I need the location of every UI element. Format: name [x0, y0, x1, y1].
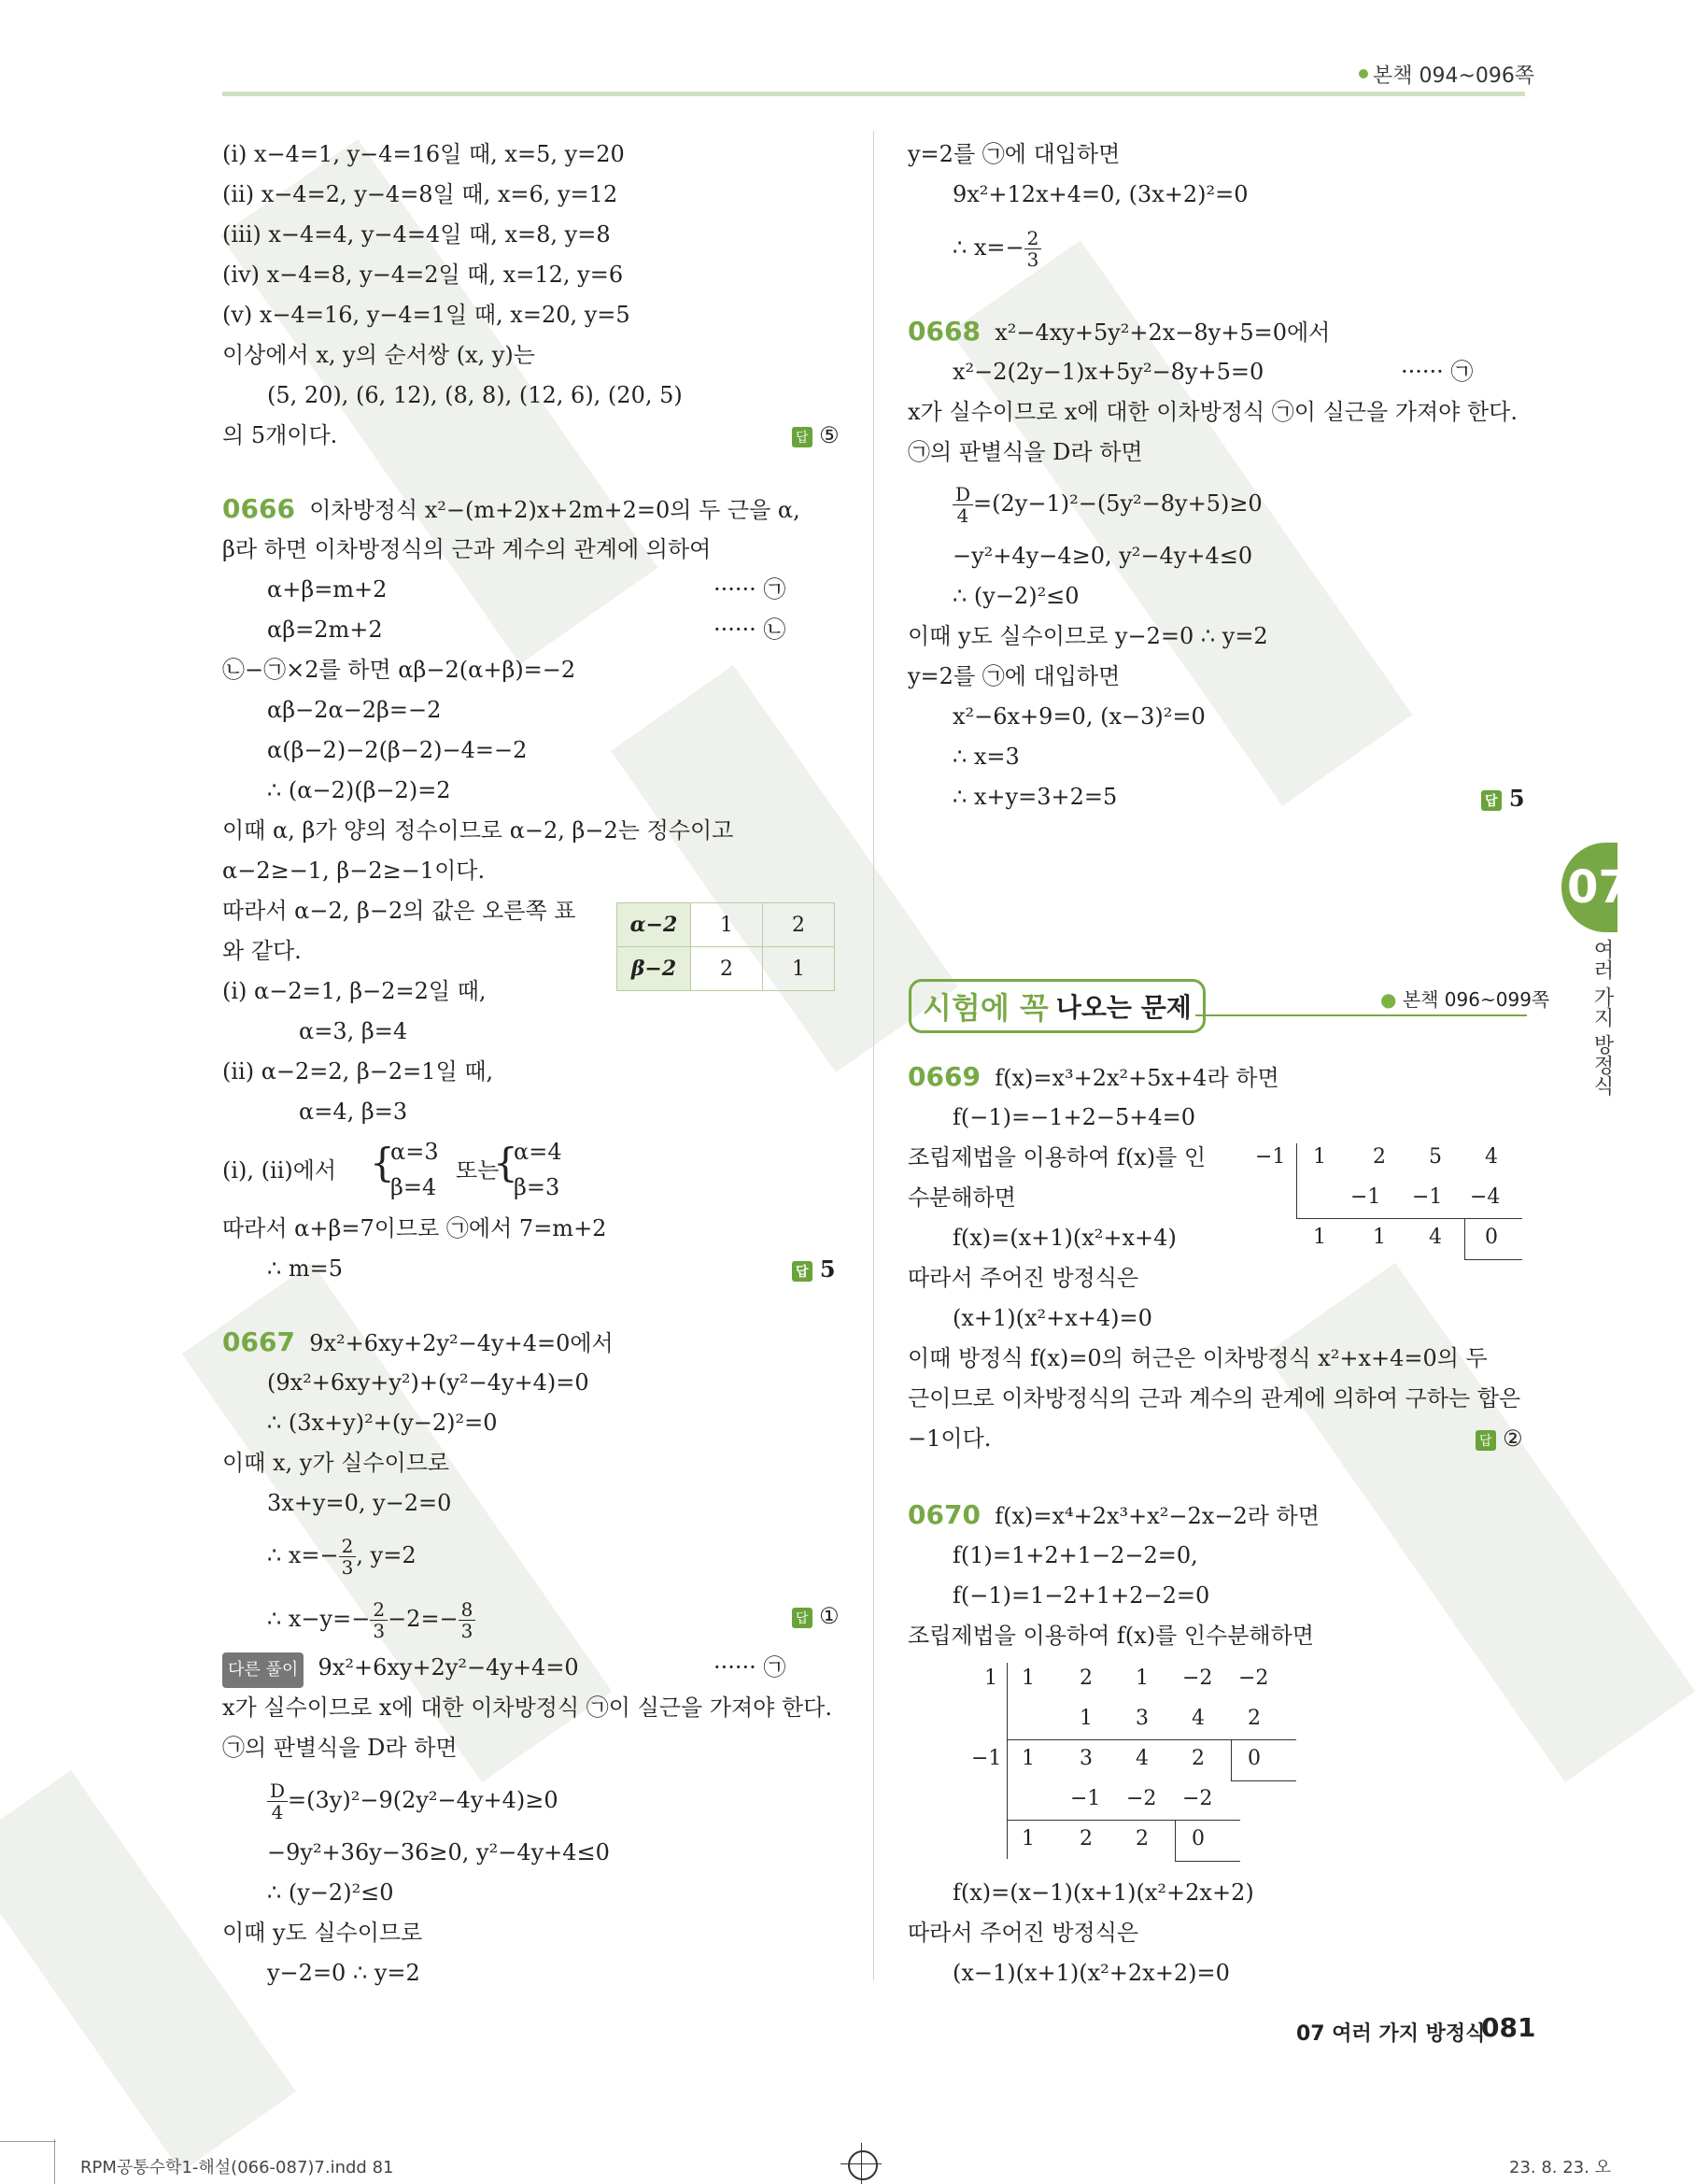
coef: 2: [1192, 1747, 1205, 1770]
text-line: α+β=m+2: [267, 576, 388, 603]
answer-icon: 답: [792, 1608, 812, 1628]
answer-mark: [792, 1603, 840, 1629]
fraction: [370, 1599, 388, 1641]
exam-title-highlight: 시험에 꼭: [923, 990, 1049, 1026]
text-line: 이상에서 x, y의 순서쌍 (x, y)는: [222, 342, 535, 368]
equation-tag: ······ ㉡: [713, 617, 786, 643]
answer-mark: [1481, 785, 1525, 812]
remainder: 0: [1248, 1747, 1261, 1770]
exam-title-rule: [1195, 1014, 1527, 1016]
text-line: −9y²+36y−36≥0, y²−4y+4≤0: [267, 1839, 610, 1865]
coef: 1: [1313, 1145, 1326, 1169]
text-line: 이때 x, y가 실수이므로: [222, 1450, 450, 1476]
text-line: (ⅰ) α−2=1, β−2=2일 때,: [222, 978, 487, 1004]
coef: 1: [1022, 1747, 1035, 1770]
header-reference: 본책 094~096쪽: [1373, 64, 1535, 88]
denominator: 3: [373, 1620, 386, 1642]
problem-number: 0668: [908, 316, 981, 347]
table-header: β−2: [617, 947, 691, 991]
text-line: f(−1)=1−2+1+2−2=0: [953, 1582, 1210, 1609]
bullet-dot-icon: ●: [1380, 988, 1397, 1011]
problem-number: 0670: [908, 1499, 981, 1530]
text-line: 이때 y도 실수이므로: [222, 1920, 423, 1946]
text-line: f(−1)=−1+2−5+4=0: [953, 1104, 1195, 1130]
text-line: x가 실수이므로 x에 대한 이차방정식 ㉠이 실근을 가져야 한다.: [222, 1695, 832, 1721]
file-info: RPM공통수학1-해설(066-087)7.indd 81: [80, 2158, 394, 2177]
coef: 3: [1136, 1707, 1149, 1730]
divisor: 1: [984, 1666, 997, 1690]
exam-title-text: 나오는 문제: [1055, 992, 1192, 1023]
division-rule: [1296, 1143, 1297, 1218]
print-date: 23. 8. 23. 오: [1509, 2158, 1611, 2177]
numerator: 2: [1024, 228, 1042, 249]
answer-icon: 답: [1481, 790, 1502, 811]
text-line: [953, 228, 1041, 270]
text-line: 조립제법을 이용하여 f(x)를 인수분해하면: [908, 1623, 1314, 1649]
division-rule: [1175, 1861, 1240, 1862]
brace: {: [493, 1140, 518, 1185]
coef: −1: [1070, 1787, 1101, 1810]
problem-number: 0666: [222, 493, 295, 524]
text-line: ㉠의 판별식을 D라 하면: [222, 1735, 458, 1761]
coef: 5: [1429, 1145, 1442, 1169]
problem-text: 9x²+6xy+2y²−4y+4=0에서: [309, 1330, 614, 1356]
denominator: 3: [341, 1556, 354, 1579]
alt-solution-line: [222, 1652, 579, 1688]
crop-mark: [54, 2139, 55, 2184]
answer-mark: [1476, 1425, 1523, 1452]
text-line: ∴ x=3: [953, 744, 1020, 770]
coef: 1: [1373, 1226, 1386, 1249]
text-line: 이때 α, β가 양의 정수이므로 α−2, β−2는 정수이고: [222, 817, 734, 844]
problem-header: [222, 1326, 614, 1359]
answer-mark: [792, 1255, 836, 1283]
problem-header: [908, 1499, 1320, 1532]
coef: 1: [1080, 1707, 1093, 1730]
coef: 1: [1022, 1666, 1035, 1690]
math-text: 9x²+6xy+2y²−4y+4=0: [318, 1654, 579, 1681]
text-line: 조립제법을 이용하여 f(x)를 인: [908, 1144, 1207, 1170]
watermark-shape: [0, 1770, 296, 2172]
problem-number: 0667: [222, 1326, 295, 1357]
text-line: ㉡−㉠×2를 하면 αβ−2(α+β)=−2: [222, 657, 576, 683]
denominator: 4: [271, 1801, 284, 1823]
divisor: −1: [971, 1747, 1002, 1770]
text-line: f(x)=(x+1)(x²+x+4): [953, 1225, 1177, 1251]
text-line: x가 실수이므로 x에 대한 이차방정식 ㉠이 실근을 가져야 한다.: [908, 399, 1518, 425]
brace: {: [370, 1140, 395, 1185]
text-line: 3x+y=0, y−2=0: [267, 1490, 452, 1516]
text-line: y=2를 ㉠에 대입하면: [908, 663, 1121, 689]
chapter-number: 07: [1567, 861, 1630, 914]
division-rule: [1007, 1663, 1008, 1859]
coef: −1: [1412, 1185, 1443, 1209]
text-line: (ⅱ) x−4=2, y−4=8일 때, x=6, y=12: [222, 181, 618, 207]
coef: 3: [1080, 1747, 1093, 1770]
remainder: 0: [1192, 1827, 1205, 1851]
answer-value: ①: [819, 1603, 840, 1629]
text-line: β=4: [390, 1174, 437, 1200]
text-line: [267, 1536, 417, 1578]
text-line: (ⅰ) x−4=1, y−4=16일 때, x=5, y=20: [222, 141, 625, 167]
text-line: 수분해하면: [908, 1184, 1016, 1211]
text-line: 근이므로 이차방정식의 근과 계수의 관계에 의하여 구하는 합은: [908, 1385, 1521, 1411]
text-line: (ⅱ) α−2=2, β−2=1일 때,: [222, 1058, 494, 1085]
header-dot: [1359, 69, 1368, 78]
registration-mark-icon: [848, 2150, 878, 2180]
page-number: 081: [1481, 2012, 1536, 2043]
fraction: [1024, 228, 1042, 270]
exam-reference: [1380, 985, 1549, 1012]
text-line: ∴ (α−2)(β−2)=2: [267, 777, 451, 803]
numerator: D: [953, 484, 973, 505]
math-text: =(3y)²−9(2y²−4y+4)≥0: [288, 1787, 558, 1813]
math-text: , y=2: [356, 1542, 417, 1568]
problem-header: [222, 493, 800, 526]
division-rule: [1464, 1218, 1465, 1259]
fraction: [953, 484, 973, 526]
text-line: (ⅰ), (ⅱ)에서: [222, 1157, 337, 1184]
table-cell: 1: [763, 947, 835, 991]
math-text: ∴ x=−: [267, 1542, 339, 1568]
numerator: 8: [459, 1599, 476, 1621]
denominator: 4: [956, 504, 969, 527]
watermark-shape: [1265, 1263, 1695, 1782]
problem-text: x²−4xy+5y²+2x−8y+5=0에서: [995, 319, 1331, 346]
chapter-tab: [1561, 843, 1630, 932]
text-line: (ⅳ) x−4=8, y−4=2일 때, x=12, y=6: [222, 262, 624, 288]
coef: 4: [1429, 1226, 1442, 1249]
division-rule: [1464, 1259, 1522, 1260]
answer-value: ②: [1503, 1425, 1523, 1452]
fraction: [459, 1599, 476, 1641]
text-line: −1이다.: [908, 1425, 992, 1452]
coef: 4: [1136, 1747, 1149, 1770]
math-text: ∴ x−y=−: [267, 1606, 371, 1632]
exam-section-title: [909, 979, 1206, 1033]
division-rule: [1007, 1820, 1240, 1821]
answer-mark: [792, 422, 840, 448]
column-divider: [873, 131, 874, 1980]
text-line: 따라서 α−2, β−2의 값은 오른쪽 표: [222, 898, 576, 924]
coef: 2: [1373, 1145, 1386, 1169]
coef: 2: [1248, 1707, 1261, 1730]
text-line: ∴ (y−2)²≤0: [267, 1879, 394, 1906]
text-line: [267, 1599, 475, 1641]
text-line: ∴ x+y=3+2=5: [953, 784, 1118, 810]
coef: 2: [1080, 1666, 1093, 1690]
coef: 4: [1192, 1707, 1205, 1730]
text-line: ∴ m=5: [267, 1255, 344, 1282]
coef: −4: [1470, 1185, 1501, 1209]
problem-header: [908, 1061, 1279, 1094]
coef: −2: [1238, 1666, 1269, 1690]
text-line: 의 5개이다.: [222, 422, 338, 448]
text-line: ㉠의 판별식을 D라 하면: [908, 439, 1143, 465]
text-line: ∴ (3x+y)²+(y−2)²=0: [267, 1410, 498, 1436]
answer-icon: 답: [792, 427, 812, 447]
text-line: (ⅲ) x−4=4, y−4=4일 때, x=8, y=8: [222, 221, 611, 248]
coef: 2: [1080, 1827, 1093, 1851]
chapter-side-label: 여러 가지 방정식: [1590, 939, 1614, 1096]
text-line: y−2=0 ∴ y=2: [267, 1960, 420, 1986]
numerator: 2: [339, 1536, 357, 1557]
exam-reference-text: 본책 096~099쪽: [1402, 988, 1550, 1011]
text-line: −y²+4y−4≥0, y²−4y+4≤0: [953, 543, 1253, 569]
text-line: (9x²+6xy+y²)+(y²−4y+4)=0: [267, 1369, 589, 1396]
text-line: α=4, β=3: [299, 1099, 408, 1125]
text-line: α−2≥−1, β−2≥−1이다.: [222, 858, 486, 884]
fraction: [339, 1536, 357, 1578]
math-text: ∴ x=−: [953, 234, 1024, 261]
text-line: 따라서 α+β=7이므로 ㉠에서 7=m+2: [222, 1215, 607, 1241]
answer-value: 5: [819, 1255, 836, 1283]
text-line: x²−6x+9=0, (x−3)²=0: [953, 703, 1206, 730]
math-text: −2=−: [388, 1606, 459, 1632]
text-line: [953, 484, 1263, 526]
table-row: [617, 903, 835, 947]
watermark-shape: [611, 665, 958, 1072]
problem-text: 이차방정식 x²−(m+2)x+2m+2=0의 두 근을 α,: [309, 497, 800, 523]
synthetic-division-2: [953, 1661, 1307, 1866]
equation-tag: ······ ㉠: [713, 1654, 786, 1681]
text-line: (5, 20), (6, 12), (8, 8), (12, 6), (20, 5): [267, 382, 683, 408]
answer-icon: 답: [1476, 1430, 1496, 1451]
text-line: f(x)=(x−1)(x+1)(x²+2x+2): [953, 1879, 1254, 1906]
table-cell: 2: [763, 903, 835, 947]
divisor: −1: [1255, 1145, 1286, 1169]
division-rule: [1296, 1218, 1522, 1219]
problem-text: f(x)=x³+2x²+5x+4라 하면: [995, 1065, 1279, 1091]
text-line: α(β−2)−2(β−2)−4=−2: [267, 737, 528, 763]
table-cell: 1: [691, 903, 763, 947]
text-line: β라 하면 이차방정식의 근과 계수의 관계에 의하여: [222, 536, 712, 562]
problem-text: f(x)=x⁴+2x³+x²−2x−2라 하면: [995, 1503, 1320, 1529]
text-line: 따라서 주어진 방정식은: [908, 1265, 1139, 1291]
page-title: 07 여러 가지 방정식: [1296, 2022, 1486, 2046]
numerator: D: [267, 1780, 288, 1802]
value-table: [616, 902, 835, 991]
text-line: [267, 1780, 558, 1822]
coef: 1: [1022, 1827, 1035, 1851]
division-rule: [1231, 1780, 1296, 1781]
coef: −2: [1126, 1787, 1157, 1810]
coef: −2: [1182, 1787, 1213, 1810]
text-line: 따라서 주어진 방정식은: [908, 1920, 1139, 1946]
coef: 1: [1313, 1226, 1326, 1249]
text-line: x²−2(2y−1)x+5y²−8y+5=0: [953, 359, 1264, 385]
text-line: ∴ (y−2)²≤0: [953, 583, 1080, 609]
text-line: 이때 y도 실수이므로 y−2=0 ∴ y=2: [908, 623, 1268, 649]
table-cell: 2: [691, 947, 763, 991]
division-rule: [1007, 1739, 1296, 1740]
text-line: 또는: [456, 1157, 500, 1184]
remainder: 0: [1485, 1226, 1498, 1249]
table-header: α−2: [617, 903, 691, 947]
problem-number: 0669: [908, 1061, 981, 1092]
numerator: 2: [370, 1599, 388, 1621]
problem-header: [908, 316, 1330, 348]
answer-value: ⑤: [819, 422, 840, 448]
division-rule: [1231, 1739, 1232, 1780]
denominator: 3: [1026, 248, 1039, 271]
coef: −2: [1182, 1666, 1213, 1690]
text-line: αβ=2m+2: [267, 617, 383, 643]
text-line: 이때 방정식 f(x)=0의 허근은 이차방정식 x²+x+4=0의 두: [908, 1345, 1488, 1371]
text-line: (ⅴ) x−4=16, y−4=1일 때, x=20, y=5: [222, 302, 630, 328]
answer-value: 5: [1508, 785, 1525, 812]
text-line: β=3: [514, 1174, 560, 1200]
equation-tag: ······ ㉠: [713, 576, 786, 603]
header-rule: [222, 92, 1525, 96]
coef: 4: [1485, 1145, 1498, 1169]
registration-mark-icon: [861, 2143, 862, 2184]
coef: 2: [1136, 1827, 1149, 1851]
crop-mark: [0, 2141, 56, 2142]
text-line: y=2를 ㉠에 대입하면: [908, 141, 1121, 167]
fraction: [267, 1780, 288, 1822]
text-line: α=3: [390, 1139, 439, 1165]
text-line: f(1)=1+2+1−2−2=0,: [953, 1542, 1198, 1568]
answer-icon: 답: [792, 1261, 812, 1282]
coef: −1: [1350, 1185, 1381, 1209]
text-line: α=4: [514, 1139, 562, 1165]
text-line: 9x²+12x+4=0, (3x+2)²=0: [953, 181, 1249, 207]
math-text: =(2y−1)²−(5y²−8y+5)≥0: [973, 490, 1263, 517]
text-line: (x−1)(x+1)(x²+2x+2)=0: [953, 1960, 1230, 1986]
equation-tag: ······ ㉠: [1401, 359, 1474, 385]
text-line: α=3, β=4: [299, 1018, 408, 1044]
denominator: 3: [460, 1620, 473, 1642]
table-row: [617, 947, 835, 991]
alt-solution-badge: 다른 풀이: [222, 1652, 304, 1688]
text-line: αβ−2α−2β=−2: [267, 697, 442, 723]
text-line: 와 같다.: [222, 938, 302, 964]
text-line: (x+1)(x²+x+4)=0: [953, 1305, 1152, 1331]
coef: 1: [1136, 1666, 1149, 1690]
division-rule: [1175, 1820, 1176, 1861]
synthetic-division-1: [1242, 1142, 1522, 1263]
